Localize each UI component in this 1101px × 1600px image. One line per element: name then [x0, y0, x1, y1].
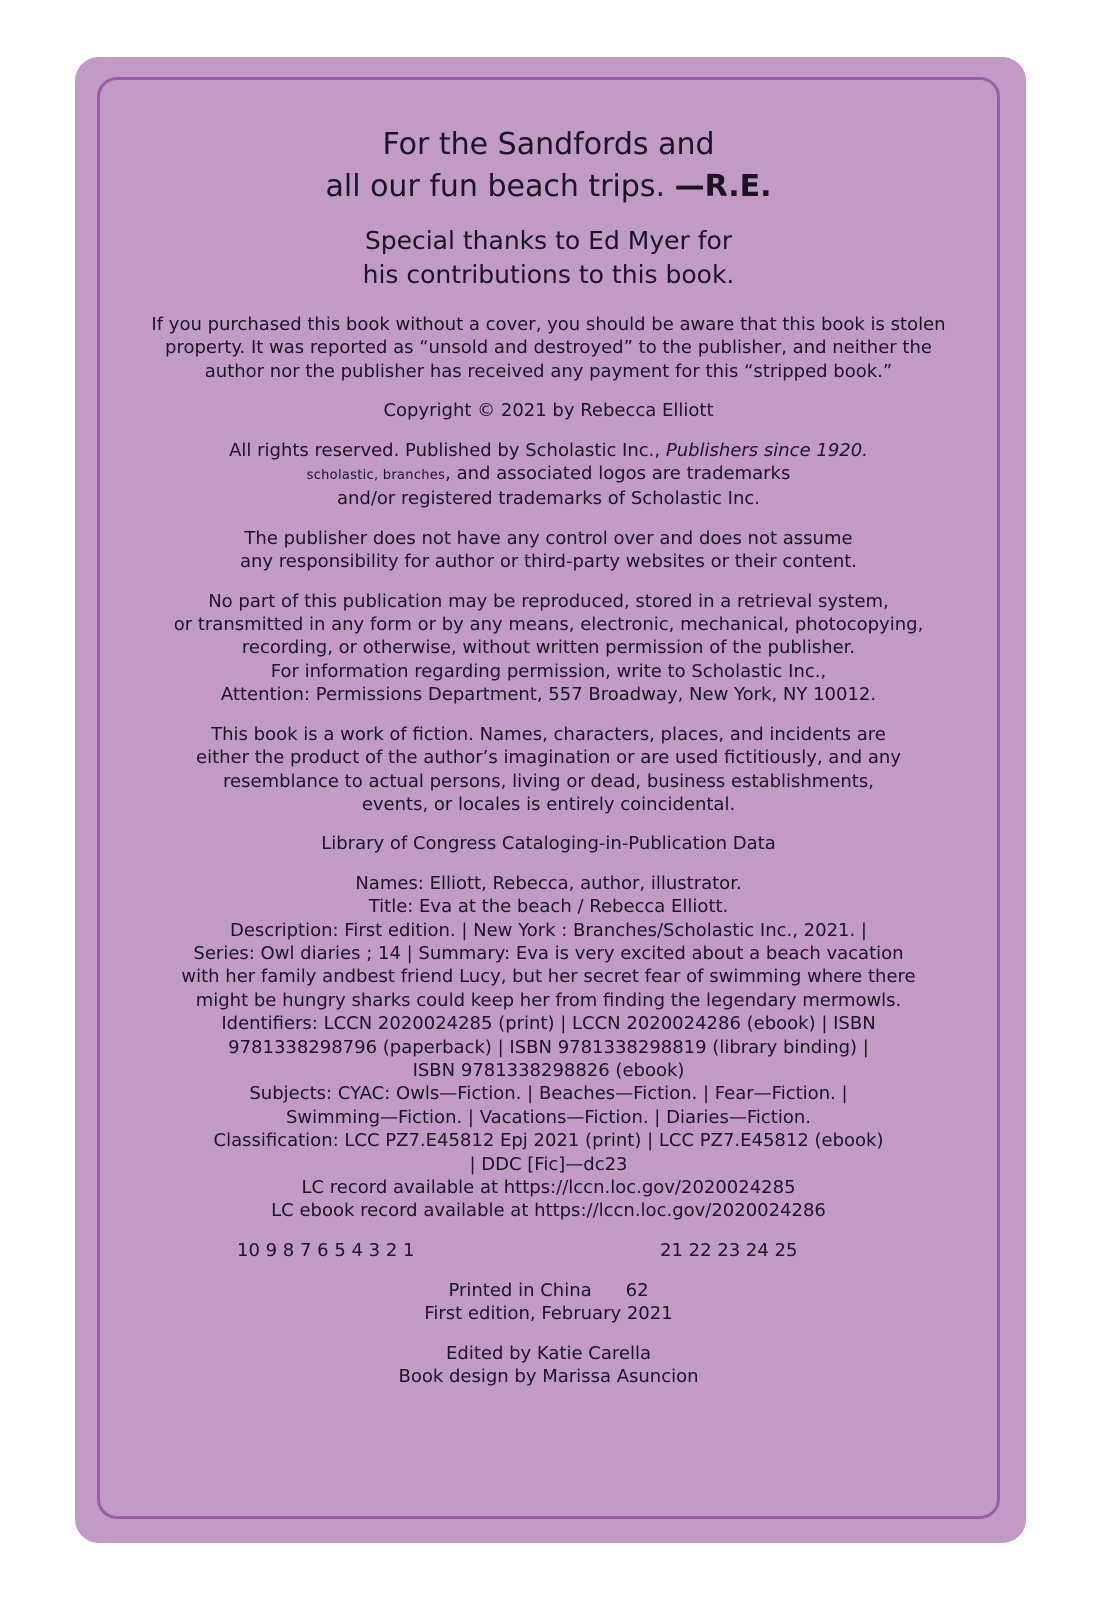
special-thanks [97, 224, 1000, 292]
notice-line: author nor the publisher has received any payment for this “stripped book.” [204, 360, 893, 382]
loc-heading-text: Library of Congress Cataloging-in-Publication Data [321, 833, 776, 855]
rights-reserved [97, 439, 1000, 511]
website-disclaimer [97, 527, 1000, 574]
reproduction-line: or transmitted in any form or by any means, electronic, mechanical, photocopying, [173, 614, 924, 636]
printed-location-line [97, 1279, 1000, 1302]
stripped-book-notice [97, 313, 1000, 383]
loc-heading [97, 832, 1000, 855]
dedication [97, 124, 1000, 208]
rights-line-1 [97, 439, 1000, 462]
cip-line: Series: Owl diaries ; 14 | Summary: Eva is very excited about a beach vacation [193, 942, 904, 964]
cip-line: LC record available at https://lccn.loc.gov/2020024285 [301, 1177, 796, 1198]
copyright-line: Copyright © 2021 by Rebecca Elliott [383, 400, 714, 422]
cip-line: Title: Eva at the beach / Rebecca Elliott. [368, 896, 729, 918]
cip-line: Names: Elliott, Rebecca, author, illustrator. [355, 872, 742, 894]
fiction-line: events, or locales is entirely coincidental. [361, 793, 736, 815]
reproduction-line: For information regarding permission, write to Scholastic Inc., [270, 660, 827, 682]
reproduction-notice [97, 590, 1000, 707]
thanks-line-2: his contributions to this book. [362, 260, 735, 289]
year-line: 21 22 23 24 25 [660, 1239, 798, 1261]
cip-line: Classification: LCC PZ7.E45812 Epj 2021 (print) | LCC PZ7.E45812 (ebook) [213, 1130, 884, 1152]
cip-line: Swimming—Fiction. | Vacations—Fiction. | Diaries—Fiction. [286, 1106, 811, 1128]
dedication-line-1: For the Sandfords and [382, 127, 715, 162]
disclaimer-line: The publisher does not have any control over and does not assume [244, 527, 853, 549]
notice-line: If you purchased this book without a cover, you should be aware that this book is stolen [151, 314, 946, 335]
reproduction-line: No part of this publication may be reproduced, stored in a retrieval system, [208, 590, 889, 612]
trademark-names: scholastic, branches [306, 468, 446, 484]
cip-line: might be hungry sharks could keep her from finding the legendary mermowls. [195, 989, 902, 1011]
dedication-signature: —R.E. [674, 169, 772, 204]
design-credit: Book design by Marissa Asuncion [398, 1366, 699, 1388]
printer-code: 62 [625, 1279, 649, 1301]
cip-data [97, 872, 1000, 1223]
edition-line: First edition, February 2021 [424, 1303, 673, 1325]
cip-line: | DDC [Fic]—dc23 [469, 1153, 628, 1175]
impression-line: 10 9 8 7 6 5 4 3 2 1 [237, 1239, 415, 1261]
thanks-line-1: Special thanks to Ed Myer for [364, 226, 733, 255]
copyright-page [97, 77, 1000, 1388]
copyright-notice [97, 399, 1000, 422]
rights-line-2-text: , and associated logos are trademarks [445, 463, 791, 485]
dedication-line-2-text: all our fun beach trips. [325, 169, 666, 204]
cip-line: Description: First edition. | New York : Branches/Scholastic Inc., 2021. | [230, 919, 867, 941]
printing-info [97, 1279, 1000, 1326]
publisher-tagline: Publishers since 1920. [665, 439, 868, 461]
rights-line-2 [97, 462, 1000, 487]
cip-line: Identifiers: LCCN 2020024285 (print) | LCCN 2020024286 (ebook) | ISBN [221, 1013, 876, 1035]
printing-numbers [97, 1239, 1000, 1263]
printed-location: Printed in China [448, 1279, 592, 1301]
rights-line-3: and/or registered trademarks of Scholastic Inc. [336, 488, 761, 510]
reproduction-line: Attention: Permissions Department, 557 Broadway, New York, NY 10012. [220, 684, 877, 706]
editor-credit: Edited by Katie Carella [446, 1342, 651, 1364]
credits [97, 1342, 1000, 1389]
rights-line-1-text: All rights reserved. Published by Scholastic Inc., [229, 439, 666, 461]
dedication-line-2 [97, 166, 1000, 208]
cip-line: ISBN 9781338298826 (ebook) [412, 1059, 685, 1081]
cip-line: 9781338298796 (paperback) | ISBN 9781338298819 (library binding) | [228, 1036, 869, 1058]
cip-line: Subjects: CYAC: Owls—Fiction. | Beaches—Fiction. | Fear—Fiction. | [249, 1083, 848, 1105]
notice-line: property. It was reported as “unsold and destroyed” to the publisher, and neither the [165, 337, 932, 359]
reproduction-line: recording, or otherwise, without written permission of the publisher. [241, 637, 856, 659]
fiction-line: This book is a work of fiction. Names, characters, places, and incidents are [211, 723, 886, 745]
cip-line: with her family andbest friend Lucy, but her secret fear of swimming where there [181, 966, 916, 988]
fiction-line: either the product of the author’s imagination or are used fictitiously, and any [196, 747, 901, 769]
disclaimer-line: any responsibility for author or third-party websites or their content. [239, 551, 858, 573]
fiction-notice [97, 723, 1000, 817]
cip-line: LC ebook record available at https://lccn.loc.gov/2020024286 [271, 1200, 826, 1222]
fiction-line: resemblance to actual persons, living or dead, business establishments, [223, 770, 874, 792]
